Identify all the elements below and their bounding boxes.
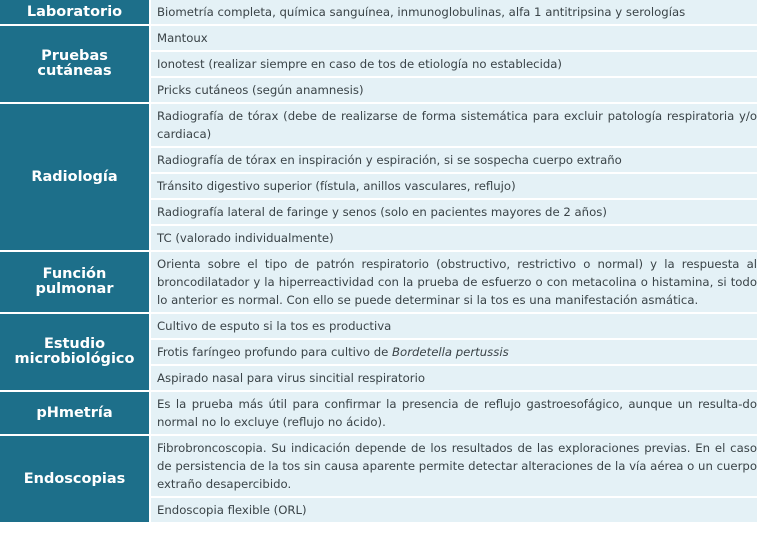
- list-item: Fibrobroncoscopia. Su indicación depende de los resultados de las exploraciones previas. En el caso de persistencia de la tos sin causa aparente permite detectar alteraciones de la vía aérea o un cuerpo extraño desapercibido.: [151, 436, 757, 496]
- list-item: Cultivo de esputo si la tos es productiva: [151, 314, 757, 338]
- row-content: [150, 435, 757, 522]
- item-italic-text: Bordetella pertussis: [392, 345, 509, 359]
- table-row-pruebas-cutaneas: [0, 25, 757, 103]
- list-item: Ionotest (realizar siempre en caso de tos de etiología no establecida): [151, 50, 757, 76]
- list-item: Orienta sobre el tipo de patrón respiratorio (obstructivo, restrictivo o normal) y la respuesta al broncodilatador y la hiperreactividad con la prueba de esfuerzo o con metacolina o histamina, si todo lo anterior es normal. Con ello se puede determinar si la tos es una manifestación asmática.: [151, 252, 757, 312]
- list-item: Aspirado nasal para virus sincitial respiratorio: [151, 364, 757, 390]
- row-content: [150, 391, 757, 435]
- item-text: Frotis faríngeo profundo para cultivo de: [157, 345, 393, 359]
- list-item: [151, 338, 757, 364]
- list-item: Radiografía de tórax en inspiración y espiración, si se sospecha cuerpo extraño: [151, 146, 757, 172]
- table-row-laboratorio: [0, 0, 757, 25]
- table-row-radiologia: [0, 103, 757, 251]
- row-header: Estudio microbiológico: [0, 313, 150, 391]
- row-content: [150, 0, 757, 25]
- row-header: pHmetría: [0, 391, 150, 435]
- table-row-endoscopias: [0, 435, 757, 522]
- list-item: Radiografía lateral de faringe y senos (solo en pacientes mayores de 2 años): [151, 198, 757, 224]
- row-content: [150, 251, 757, 313]
- row-header: Pruebas cutáneas: [0, 25, 150, 103]
- row-header: Radiología: [0, 103, 150, 251]
- row-content: [150, 25, 757, 103]
- table-row-phmetria: [0, 391, 757, 435]
- list-item: TC (valorado individualmente): [151, 224, 757, 250]
- list-item: Pricks cutáneos (según anamnesis): [151, 76, 757, 102]
- table-row-estudio-microbiologico: [0, 313, 757, 391]
- row-content: [150, 103, 757, 251]
- list-item: Biometría completa, química sanguínea, inmunoglobulinas, alfa 1 antitripsina y serologías: [151, 0, 757, 24]
- list-item: Endoscopia flexible (ORL): [151, 496, 757, 522]
- row-content: [150, 313, 757, 391]
- row-header: Endoscopias: [0, 435, 150, 522]
- list-item: Tránsito digestivo superior (fístula, anillos vasculares, reflujo): [151, 172, 757, 198]
- list-item: Mantoux: [151, 26, 757, 50]
- row-header: Laboratorio: [0, 0, 150, 25]
- table-row-funcion-pulmonar: [0, 251, 757, 313]
- list-item: Es la prueba más útil para confirmar la presencia de reflujo gastroesofágico, aunque un resulta-do normal no lo excluye (reflujo no ácido).: [151, 392, 757, 434]
- list-item: Radiografía de tórax (debe de realizarse de forma sistemática para excluir patología respiratoria y/o cardiaca): [151, 104, 757, 146]
- row-header: Función pulmonar: [0, 251, 150, 313]
